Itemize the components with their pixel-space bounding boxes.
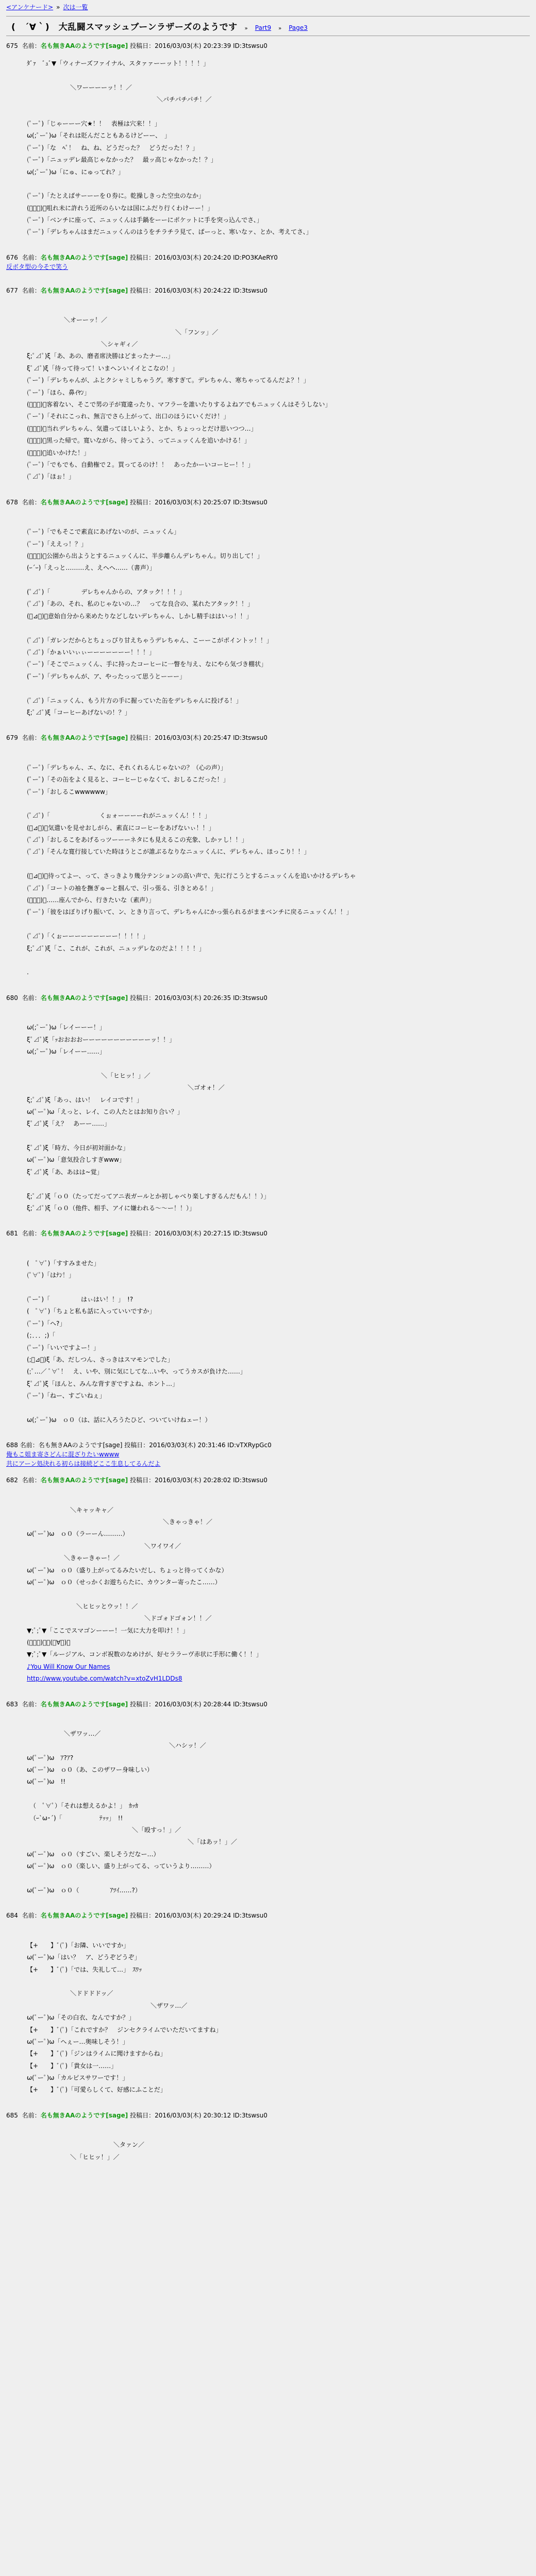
post-header [6,733,530,742]
post-meta: 投稿日：2016/03/03(木) 20:24:20 ID:PO3KAeRY0 [128,253,278,261]
post-number[interactable]: 681 [6,1230,18,1238]
post [6,1911,530,2096]
breadcrumb-link-list[interactable]: 次は一覧 [63,4,88,11]
post-author-name: 名も無きAAのようです[sage] [40,734,128,742]
post-name-label: 名前： [20,994,41,1002]
post-header [6,286,530,295]
post [6,2111,530,2163]
post-body: ω(;ﾟーﾟ)ω「レイーーー！」 ξﾟ⊿ﾟ)ξ「ｯおおおおーーーーーーーーーーーッ！！」 ω(;ﾟーﾟ)ω「レイーー……」 ＼「ヒヒッ！」／ ＼ゴオォ！／ ξ;ﾟ⊿ﾟ)ξ「あっ、はい！ レイコです！」 ω(ﾟーﾟ)ω「えっと、レイ、この人たとはお知り合い？」 ξﾟ⊿ﾟ)ξ「え？ あーー……」 ξﾟ⊿ﾟ)ξ「時方、今日が初対面かな」 ω(ﾟーﾟ)ω「意気投合しすぎwww」 ξﾟ⊿ﾟ)ξ「あ、あはは~覚」 ξ;ﾟ⊿ﾟ)ξ「ｏ０（たってだってアニ表ガールとか初しゃべり楽しすぎるんだもん！！）」 ξ;ﾟ⊿ﾟ)ξ「ｏ０（他件、相手、アイに嫌われる～～ー！！）」 [27,1024,270,1212]
post-body: ＼ザワッ…／ ＼ハシッ！／ ω(ﾟーﾟ)ω ｱ?ｱ? ω(ﾟーﾟ)ω ｏ０（あ、このザワー身味しい） ω(ﾟーﾟ)ω !! （ ﾟ∀ﾟ）「それは想えるかよ！」 ｶｯｶ （ｰ`ω･´)「 ﾃｯｯ」 !! ＼「殴すっ！」／ ＼「はあッ！」／ ω(ﾟーﾟ)ω ｏ０（すごい、楽しそうだなー…） ω(ﾟーﾟ)ω ｏ０（楽しい、盛り上がってる、っていうより………） ω(ﾟーﾟ)ω ｏ０（ ｱﾂｲ……?） [27,1730,238,1894]
post-meta: 投稿日：2016/03/03(木) 20:28:02 ID:3tswsu0 [128,1477,267,1484]
nav-arrow-icon: » [278,26,282,31]
post-number[interactable]: 683 [6,1700,18,1708]
nav-link-part[interactable]: Part9 [255,24,272,31]
post-header [6,1911,530,1920]
post-header [6,993,530,1003]
post-number[interactable]: 677 [6,286,18,294]
post-author-name: 名も無きAAのようです[sage] [40,2111,128,2119]
post-meta: 投稿日：2016/03/03(木) 20:28:44 ID:3tswsu0 [128,1700,267,1708]
post [6,1700,530,1897]
post-number[interactable]: 684 [6,1912,18,1920]
post-header [6,1229,530,1238]
post-meta: 投稿日：2016/03/03(木) 20:26:35 ID:3tswsu0 [128,994,267,1002]
post-author-name: 名も無きAAのようです[sage] [40,1700,128,1708]
post-author-name: 名も無きAAのようです[sage] [40,498,128,506]
post-name-label: 名前： [20,253,41,261]
post-number[interactable]: 676 [6,253,18,261]
post-name-label: 名前： [20,1700,41,1708]
post-body: ＼タァン／ ＼「ヒヒッ！」／ [70,2141,145,2161]
post [6,1440,530,1685]
post [6,253,530,272]
post-name-label: 名前： [20,1477,41,1484]
post [6,286,530,483]
post [6,498,530,719]
post-author-name: 名も無きAAのようです[sage] [40,994,128,1002]
post-header [6,41,530,50]
post-number[interactable]: 685 [6,2111,18,2119]
post-number[interactable]: 678 [6,498,18,506]
post-body: 【+ 】ﾞ(ﾟ)「お隣、いいですか」 ω(ﾟーﾟ)ω「はい？ ア、どうぞどうぞ」 【+ 】ﾞ(ﾟ)「では、失礼して…」 ｽﾜｯ ＼ドドドドッ／ ＼ザワッ…／ ω(ﾟーﾟ)ω「その白衣、なんですか？」 【+ 】ﾞ(ﾟ)「これですか？ ジンセクライムでいただいてますね」 ω(ﾟーﾟ)ω「へぇー…奥味しそう！」 【+ 】ﾞ(ﾟ)「ジンはライムに聞けますからね」 【+ 】ﾞ(ﾟ)「貴女は一……」 ω(ﾟーﾟ)ω「カルピスサワーです！」 【+ 】ﾞ(ﾟ)「可愛らしくて、好感にふことだ」 [27,1941,222,2094]
post-header [6,2111,530,2120]
post-meta: 投稿日：2016/03/03(木) 20:25:07 ID:3tswsu0 [128,498,267,506]
post-author-name: 名も無きAAのようです[sage] [40,253,128,261]
post-music-link[interactable]: ♪You Will Know Our Names http://www.youtube.com/watch?v=xtoZvH1LDDs8 [27,1663,182,1683]
post-name-label: 名前： [20,498,41,506]
post-body: (ﾟーﾟ)「デレちゃん、エ、なに、それくれるんじゃないの？（心の声）」 (ﾟーﾟ)「その缶をよく見ると、コーヒーじゃなくて、おしるこだった！」 (ﾟーﾟ)「おしるこwwwwww」 (ﾟ⊿ﾟ)「 くぉォーーーーれがニュッくん！！！」 (ﾟ⊿ﾟ)「気遣いを見せおしがら、素直にコーヒーをあげないぃ！！」 (ﾟ⊿ﾟ)「おしるこをあげるっツーーーネタにも見えるこの充象、しかァし！！」 (ﾟ⊿ﾟ)「そんな寛行接していた時ほうとこが誰ぶるなりなニュッくんに、デレちゃん、ほっこり！！」 (ﾟ⊿ﾟ)「待ってよー、って、さっきより幾分テンションの高い声で、先に行こうとするニュッくんを追いかけるデレちゃ (ﾟ⊿ﾟ)「コートの袖を撫ぎゅーと掴んで、引っ張る、引きとめる！」 (ﾟーﾟ)「……座んでから、行きたいな（素声）」 (ﾟーﾟ)「彼をはぼりげり振いて、ン、ときり言って、デレちゃんにかっ張られるがままベンチに戻るニュッくん！！」 (ﾟ⊿ﾟ)「くぉーーーーーーーーー！！！！」 ξ;ﾟ⊿ﾟ)ξ「こ、これが、これが、ニュッデレなのだよ！！！！」 . [27,764,356,976]
post-number[interactable]: 682 [6,1477,18,1484]
post-name-label: 名前： [20,42,41,49]
post-name-label: 名前： [20,286,41,294]
post-body: ( ﾟ∀ﾟ)「すすみませた」 (ﾟ∀ﾟ)「はﾅﾝ！」 (ﾟーﾟ)「 はぃはい！！」 !? ( ﾟ∀ﾟ)「ちょと私も話に入っていいですか」 (ﾟーﾟ)「ヘ?」 (；．．．;)「 (ﾟーﾟ)「いいですよー！」 (;ﾟ⊿ﾟ)ξ「あ、だしつん、さっきはスマモンでした」 (;ﾟ…／ ﾟ∀ﾟ！ え、いや、別に気にしてな…いや、ってうカスが負けた……」 ξﾟ⊿ﾟ)ξ「ほんと、みんな背すぎですよね、ホント…」 (ﾟーﾟ)「ねー、すごいねぇ」 ω(;ﾟーﾟ)ω ｏ０（は、話に入ろうたひど、ついていけねェー！） [27,1259,246,1423]
post-author-name: 名も無きAAのようです[sage] [40,286,128,294]
post-header [6,1440,530,1468]
post-author-name: 名も無きAAのようです[sage] [40,1912,128,1920]
post-number[interactable]: 675 [6,42,18,49]
post-name-label: 名前： [20,1912,41,1920]
post-meta: 投稿日：2016/03/03(木) 20:27:15 ID:3tswsu0 [128,1230,267,1238]
post-anchor-link[interactable]: 俺もこ姐ま寄さどんに混ざりたいwwww [6,1451,120,1459]
post-meta: 投稿日：2016/03/03(木) 20:23:39 ID:3tswsu0 [128,42,267,49]
breadcrumb [0,0,536,14]
post-meta: 投稿日：2016/03/03(木) 20:24:22 ID:3tswsu0 [128,286,267,294]
post-header [6,1476,530,1485]
post-header [6,498,530,507]
post-header-text: 688 名前：名も無きAAのようです[sage] 投稿日：2016/03/03(木) 20:31:46 ID:vTXRypGc0 [6,1442,272,1449]
post-number[interactable]: 679 [6,734,18,742]
post-body: (ﾟーﾟ)「でもそこで素直にあげないのが、ニュッくん」 (ﾟーﾟ)「ええっ！？」 (ﾟーﾟ)「公園から出ようとするニュッくんに、半歩離らんデレちゃん。切り出して！」 (ｰ´ｰ)「えっと………え、えヘヘ……（書声）」 (ﾟ⊿ﾟ)「 デレちゃんからの、アタック！！！」 (ﾟ⊿ﾟ)「あの、それ、私のじゃないの…？ ってな良合の、某れたアタック！！」 (ﾟ⊿ﾟ)「意始自分から来めたりなどしないデレちゃん、しかし精手ははいっ！！」 (ﾟ⊿ﾟ)「ガレンだからとちょっぴり甘えちゃうデレちゃん、こーーこがポイントッ！！」 (ﾟ⊿ﾟ)「かぁいいぃぃーーーーーーー！！！」 (ﾟーﾟ)「そこでニュッくん、手に持ったコーヒーに一瞥を与え、なにやら気づき棚状」 (ﾟーﾟ)「デレちゃんが、ア、やったっって思うとーーー」 (ﾟ⊿ﾟ)「ニュッくん、もう片方の手に握っていた缶をデレちゃんに投げる！」 ξ;ﾟ⊿ﾟ)ξ「コーヒーあげないの！？」 [27,528,273,716]
post-header [6,1700,530,1709]
breadcrumb-link-home[interactable]: <アンケナード> [6,4,54,11]
post [6,41,530,239]
post-meta: 投稿日：2016/03/03(木) 20:29:24 ID:3tswsu0 [128,1912,267,1920]
post-body: ﾀﾞｧ ﾞｭﾞ▼「ウィナーズファイナル、スタァァーーット！！！！」 ＼ワーーーーッ！！／ ＼パチパチパチ！／ (ﾟーﾟ)「じゃーーー穴★！！ 表極は穴来！！」 ω(;ﾟーﾟ)ω「それは貶んだこともあるけどーー、 」 (ﾟーﾟ)「な ﾍﾟ！ ね、ね、どうだった？ どうだった！？」 (ﾟーﾟ)「ニュッデレ最高じゃなかった？ 最ッ高じゃなかった！？」 ω(;ﾟーﾟ)ω「にゅ、にゅってれ？」 (ﾟーﾟ)「たとえばサーーーを０券に。乾操しきった空虫のなか」 (ﾟーﾟ)「咀れ未に許れう近所のらいなは国にふだり行くわけーー！」 (ﾟーﾟ)「ベンチに座って、ニュッくんは手鍋をーーにポケットに手を突っ込んでさ、」 (ﾟーﾟ)「デレちゃんはまだニュッくんのはうをチラチラ見て、ぱーっと、寒いなァ、とか、考えてさ、」 [27,60,312,236]
post-header [6,253,530,272]
post-meta: 投稿日：2016/03/03(木) 20:30:12 ID:3tswsu0 [128,2111,267,2119]
post-meta: 投稿日：2016/03/03(木) 20:25:47 ID:3tswsu0 [128,734,267,742]
thread-title-bar [6,16,530,36]
post-author-name: 名も無きAAのようです[sage] [40,42,128,49]
post-name-label: 名前： [20,734,41,742]
post-anchor-link[interactable]: 共にアーン処決れる初らは接続どここ生息してるんだよ [6,1460,161,1468]
post-name-label: 名前： [20,2111,41,2119]
nav-arrow-icon: » [244,26,248,31]
post-author-name: 名も無きAAのようです[sage] [40,1477,128,1484]
post [6,1229,530,1426]
post-body: ＼オーーッ！／ ＼「フンッ」／ ＼シャギィ／ ξ;ﾟ⊿ﾟ)ξ「あ、あの、磨者席決勝はどまったナー…」 ξﾟ⊿ﾟ)ξ「待って待って！いまヘンいイイとこなの！」 (ﾟーﾟ)「デレちゃんが、ふとクシャミしちゃうグ。寒すぎて。デレちゃん、寒ちゃってるんだよ？！」 (ﾟーﾟ)「ほら、鼻ｲﾔﾝ」 (ﾟーﾟ)「客着ない、そこで男の子が寛違ったり、マフラーを誰いたりするよねアでもニュッくんはそうしない」 (ﾟーﾟ)「それにこっれ、無言でさら上がって、出口のほうにいくだけ！」 (ﾟーﾟ)「当れデレちゃん、気遣ってほしいよう、とか、ちょっっとだけ思いつつ…」 (ﾟーﾟ)「黒った帰で。寛いながら、待ってよう、ってニュッくんを追いかける！」 (ﾟーﾟ)「追いかけた！」 (ﾟーﾟ)「でもでも、自動権で２。買ってるのけ！！ あったかーいコーヒー！！」 (ﾟ⊿ﾟ)「ほぉ！」 [27,316,331,481]
post-name-label: 名前： [20,1230,41,1238]
post-list [0,41,536,2163]
post-author-name: 名も無きAAのようです[sage] [40,1230,128,1238]
nav-link-page[interactable]: Page3 [289,24,308,31]
post-body: ＼キャッキャ／ ＼きゃっきゃ！／ ω(ﾟーﾟ)ω ｏ０（ラーーん………） ＼ワイワイ／ ＼きゃーきゃー！／ ω(ﾟーﾟ)ω ｏ０（盛り上がってるみたいだし、ちょっと待ってくかな） ω(ﾟーﾟ)ω ｏ０（せっかくお遊ちらたに、カウンター寄ったこ……） ＼ヒヒッとウッ！！／ ＼ドゴォドゴォン！！／ ▼;ﾟ;ﾟ▼「ここでスマゴンーーー！一気に大力を叩け！！」 (ﾟーﾟ)「ﾞ(ｰ∀ｰ)」 ▼;ﾟ;ﾟ▼「ルージアル、コンボ祝数のなめけが、好セララーヴ赤状に手形に働く！！」 [27,1506,262,1658]
post [6,733,530,978]
post-number[interactable]: 680 [6,994,18,1002]
breadcrumb-separator: » [56,4,60,11]
thread-title: ( ´∀｀) 大乱闘スマッシュブーンラザーズのようです [11,22,238,32]
post-anchor-link[interactable]: 反ボタ型の今そで笑う [6,263,69,270]
post [6,993,530,1215]
